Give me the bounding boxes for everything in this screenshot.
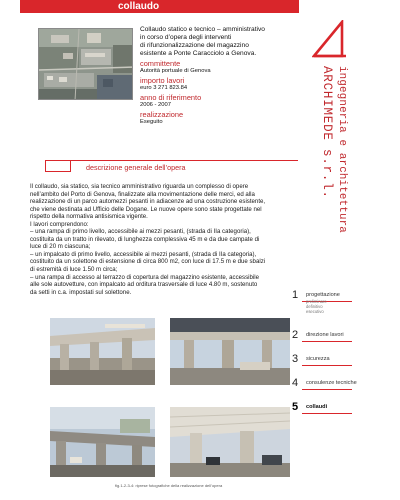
body-paragraph: I lavori comprendono: [30,220,89,228]
nav-item-progettazione[interactable] [292,290,384,330]
field-value: Eseguito [140,119,163,125]
section-divider [45,160,298,161]
field-value: 2006 - 2007 [140,102,171,108]
nav-number: 3 [292,353,299,365]
photo-caption: fig.1-2-3-4: riprese fotografiche della realizzazione dell’opera [115,483,223,488]
field-label: committente [140,59,181,68]
nav-underline [302,413,352,414]
project-description: Collaudo statico e tecnico – amministrativo in corso d’opera degli interventi di rifunzionalizzazione del magazzino esistente a Ponte Caracciolo a Genova. [140,26,265,57]
logo-text [306,62,354,252]
archimede-logo [306,20,354,250]
logo-name: ARCHIMEDE s.r.l. [320,66,334,199]
field-anno [140,93,300,109]
field-committente [140,59,300,75]
construction-photo-ramp [50,318,155,385]
field-importo [140,76,300,92]
nav-label: progettazione [306,292,340,298]
nav-label: direzione lavori [306,332,344,338]
page-title: collaudo [118,1,160,12]
nav-number: 4 [292,377,299,389]
field-label: importo lavori [140,76,185,85]
nav-number: 5 [292,401,299,413]
nav-item-collaudi[interactable] [292,402,384,426]
section-title: descrizione generale dell’opera [86,163,186,172]
nav-underline [302,389,352,390]
nav-item-sicurezza[interactable] [292,354,384,378]
body-paragraph: Il collaudo, sia statico, sia tecnico amministrativo riguarda un complesso di opere nell’ambito del Porto di Genova, finalizzate alla movimentazione delle merci, ed alla realizzazione di un parco automezzi pesanti in adiacenze ad una costruzione esistente, che viene destinata ad Ufficio delle Dogane. Le nuove opere sono state progettate nel rispetto della normativa antisismica vigente. [30,183,266,221]
field-label: realizzazione [140,110,184,119]
nav-sublabel: preliminare definitivo esecutivo [306,299,327,314]
nav-label: collaudi [306,404,328,410]
nav-underline [302,365,352,366]
construction-photo-underside [170,407,290,477]
body-text [30,183,300,296]
nav-label: sicurezza [306,356,330,362]
field-label: anno di riferimento [140,93,202,102]
aerial-photo [38,28,133,100]
header-bar [20,0,299,13]
section-marker [45,160,71,172]
nav-underline [302,341,352,342]
body-paragraph: – un impalcato di primo livello, accessibile ai mezzi pesanti, (strada di IIa categoria), costituito da un solettone di estensione di circa 800 m2, con luce di 17.5 m e due sbalzi di estremità di luce 1.50 m circa; [30,250,266,274]
services-nav [292,290,384,426]
field-realizzazione [140,110,300,126]
construction-photo-deck [170,318,290,385]
field-value: euro 3 271 823.84 [140,85,188,91]
field-value: Autorità portuale di Genova [140,68,211,74]
logo-tagline: ingegneria e architettura [336,66,348,233]
nav-number: 1 [292,289,299,301]
archimede-logo-mark-icon [312,20,348,58]
nav-item-consulenze-tecniche[interactable] [292,378,384,402]
construction-photo-overpass [50,407,155,477]
nav-number: 2 [292,329,299,341]
project-info [140,26,300,126]
body-paragraph: – una rampa di primo livello, accessibile ai mezzi pesanti, (strada di IIa categoria), costituita da un tratto in rilevato, di lunghezza complessiva 45 m e da due campate di luce di 20 m ciascuna; [30,228,260,251]
nav-label: consulenze tecniche [306,380,357,386]
nav-item-direzione-lavori[interactable] [292,330,384,354]
body-paragraph: – una rampa di accesso al terrazzo di copertura del magazzino esistente, accessibile alle sole autovetture, con impalcato ad orditura trasversale di luce 4.80 m, sostenuto da setti in c.a. impostati sul solettone. [30,273,259,296]
